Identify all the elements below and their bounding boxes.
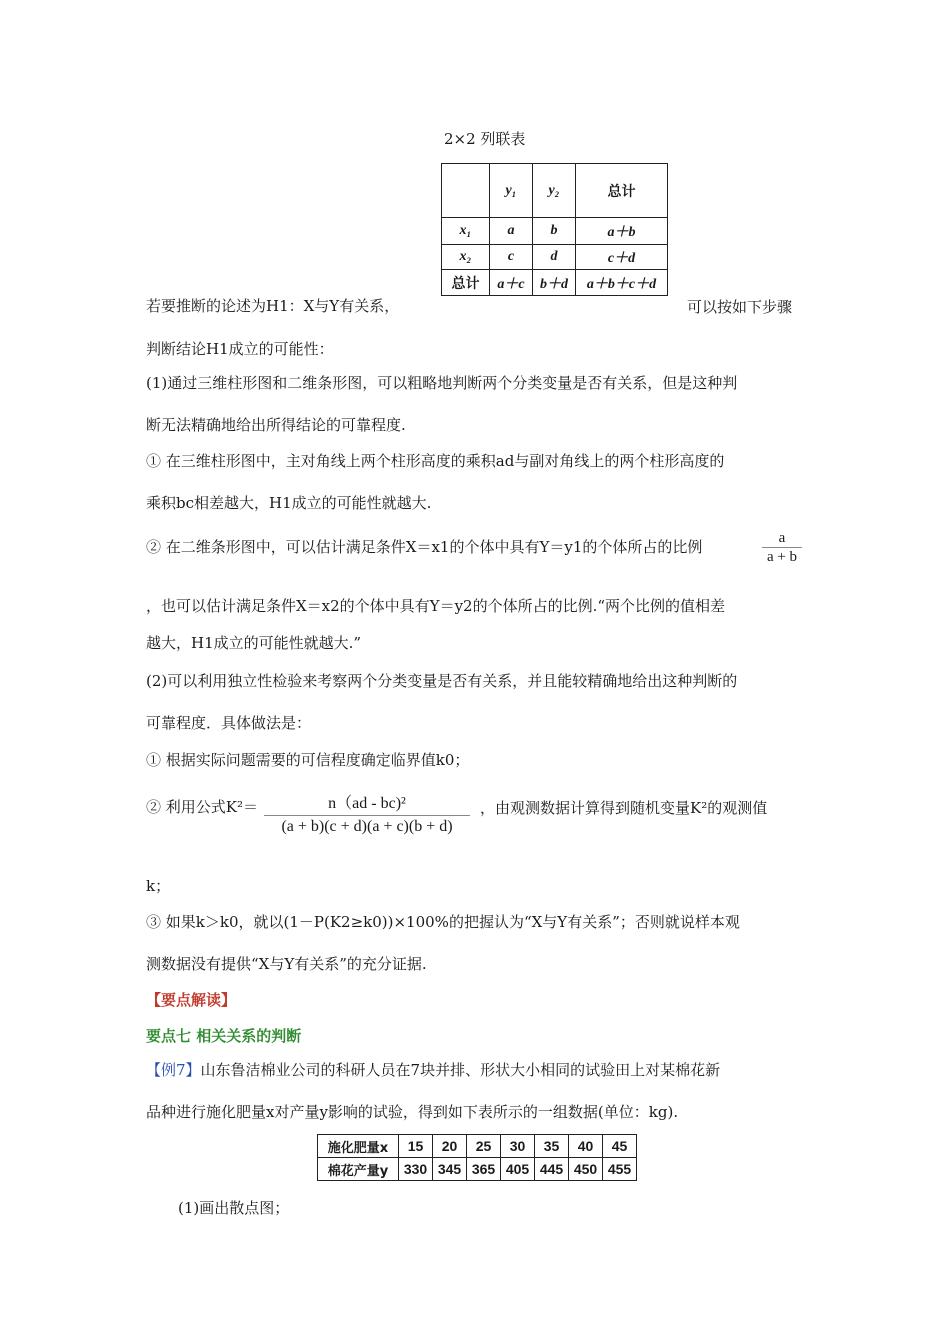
fraction-denominator: a + b (766, 549, 798, 565)
ct-cell: x₁ (442, 218, 490, 245)
text-line: ② 在二维条形图中，可以估计满足条件X＝x1的个体中具有Y＝y1的个体所占的比例 (146, 538, 703, 556)
table-cell: 15 (399, 1135, 433, 1158)
example-line (146, 1060, 720, 1080)
text-line: 可以按如下步骤 (687, 298, 793, 316)
text-line: ① 根据实际问题需要的可信程度确定临界值k0； (146, 751, 470, 769)
contingency-row (442, 218, 668, 245)
ct-cell: a＋c (490, 270, 533, 296)
table-cell: 345 (433, 1158, 467, 1181)
ct-cell: x₂ (442, 245, 490, 270)
ct-cell: a＋b (576, 218, 668, 245)
example-tag: 【例7】 (146, 1061, 201, 1079)
text-line: ，由观测数据计算得到随机变量K²的观测值 (480, 799, 768, 817)
table-cell: 40 (569, 1135, 603, 1158)
contingency-header-row (442, 164, 668, 218)
ct-cell: d (533, 245, 576, 270)
question-1: (1)画出散点图； (178, 1199, 290, 1217)
fertilizer-yield-table (317, 1134, 637, 1181)
ct-cell: y₂ (533, 164, 576, 218)
ct-cell: a (490, 218, 533, 245)
table-cell: 445 (535, 1158, 569, 1181)
table-cell: 455 (603, 1158, 637, 1181)
chi-square-formula-fraction (264, 793, 470, 838)
table-row (318, 1135, 637, 1158)
table-cell: 30 (501, 1135, 535, 1158)
table-cell: 25 (467, 1135, 501, 1158)
ct-cell: 总计 (442, 270, 490, 296)
table-cell: 35 (535, 1135, 569, 1158)
fraction-numerator: a (778, 530, 786, 546)
table-cell: 施化肥量x (318, 1135, 399, 1158)
text-line: (2)可以利用独立性检验来考察两个分类变量是否有关系，并且能较精确地给出这种判断的 (146, 672, 738, 690)
ct-cell: c (490, 245, 533, 270)
example-line: 品种进行施化肥量x对产量y影响的试验，得到如下表所示的一组数据(单位：kg). (146, 1103, 679, 1121)
ct-cell: b＋d (533, 270, 576, 296)
text-line: 越大，H1成立的可能性就越大.” (146, 634, 362, 652)
text-line: 断无法精确地给出所得结论的可靠程度. (146, 416, 406, 434)
text-line: k； (146, 877, 171, 895)
ct-cell: a＋b＋c＋d (576, 270, 668, 296)
table-cell: 405 (501, 1158, 535, 1181)
table-cell: 365 (467, 1158, 501, 1181)
text-line: 判断结论H1成立的可能性： (146, 340, 334, 358)
example-text: 山东鲁洁棉业公司的科研人员在7块并排、形状大小相同的试验田上对某棉花新 (200, 1061, 721, 1079)
ct-cell: b (533, 218, 576, 245)
table-cell: 330 (399, 1158, 433, 1181)
ct-cell: 总计 (576, 164, 668, 218)
table-cell: 棉花产量y (318, 1158, 399, 1181)
ct-cell: y₁ (490, 164, 533, 218)
text-line: ② 利用公式K²＝ (146, 798, 258, 816)
contingency-table (441, 163, 668, 296)
formula-numerator: n（ad - bc)² (328, 795, 406, 812)
text-line: ① 在三维柱形图中，主对角线上两个柱形高度的乘积ad与副对角线上的两个柱形高度的 (146, 452, 725, 470)
fraction-a-over-a-plus-b (762, 529, 802, 566)
contingency-title: 2×2 列联表 (444, 130, 526, 148)
contingency-row (442, 245, 668, 270)
text-line: 乘积bc相差越大，H1成立的可能性就越大. (146, 494, 432, 512)
key-point-tag: 【要点解读】 (146, 991, 237, 1009)
text-line: 测数据没有提供“X与Y有关系”的充分证据. (146, 955, 427, 973)
text-line: 若要推断的论述为H1：X与Y有关系， (146, 297, 400, 315)
ct-cell (442, 164, 490, 218)
table-cell: 45 (603, 1135, 637, 1158)
text-line: (1)通过三维柱形图和二维条形图，可以粗略地判断两个分类变量是否有关系，但是这种判 (146, 374, 738, 392)
table-cell: 20 (433, 1135, 467, 1158)
formula-denominator: (a + b)(c + d)(a + c)(b + d) (281, 818, 453, 835)
table-row (318, 1158, 637, 1181)
contingency-row (442, 270, 668, 296)
text-line: 可靠程度．具体做法是： (146, 714, 312, 732)
text-line: ③ 如果k＞k0，就以(1－P(K2≥k0))×100%的把握认为“X与Y有关系”；否则就说样本观 (146, 913, 740, 931)
text-line: ，也可以估计满足条件X＝x2的个体中具有Y＝y2的个体所占的比例.“两个比例的值相差 (146, 597, 726, 615)
table-cell: 450 (569, 1158, 603, 1181)
section-heading: 要点七 相关关系的判断 (146, 1027, 302, 1045)
ct-cell: c＋d (576, 245, 668, 270)
